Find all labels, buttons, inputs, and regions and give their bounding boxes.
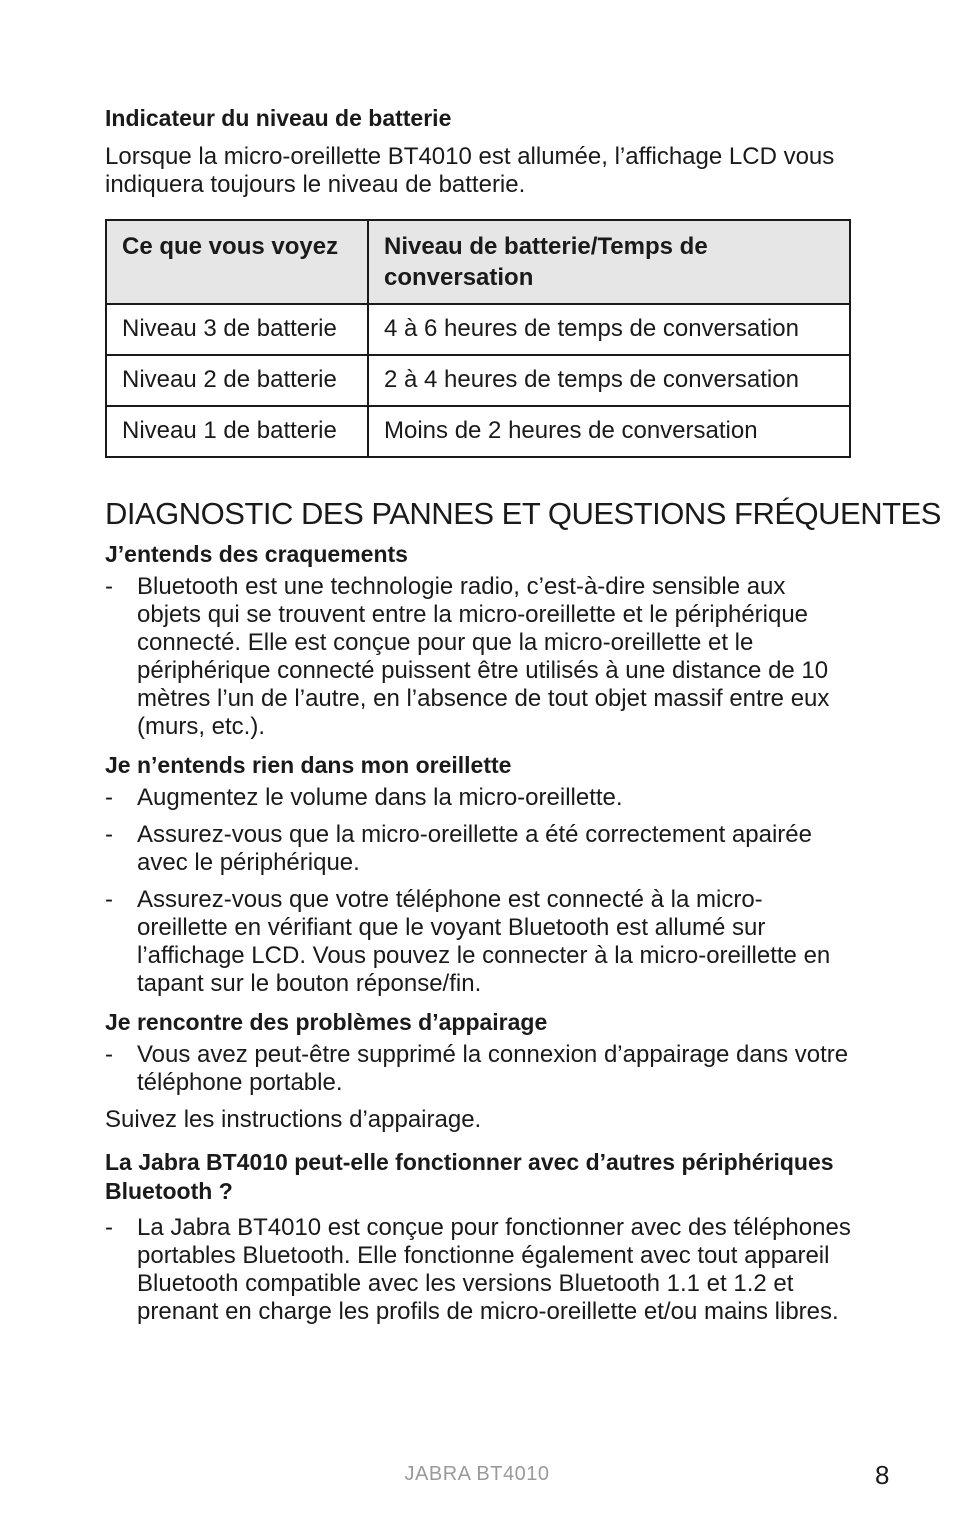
table-cell: 2 à 4 heures de temps de conversation <box>368 355 850 406</box>
faq-followup-text: Suivez les instructions d’appairage. <box>105 1106 482 1133</box>
faq-question: La Jabra BT4010 peut-elle fonctionner avec d’autres périphériques Bluetooth ? <box>105 1149 834 1204</box>
list-item <box>105 573 851 741</box>
table-row <box>106 406 850 457</box>
dash-marker: - <box>105 784 113 811</box>
faq-question: Je n’entends rien dans mon oreillette <box>105 752 512 778</box>
table-cell: Niveau 3 de batterie <box>106 304 368 355</box>
table-cell: Moins de 2 heures de conversation <box>368 406 850 457</box>
document-page <box>105 104 941 1335</box>
list-item <box>105 886 851 998</box>
list-item <box>105 784 851 812</box>
battery-table <box>105 219 851 458</box>
list-item-text: Assurez-vous que la micro-oreillette a été correctement apairée avec le périphérique. <box>137 821 812 876</box>
dash-marker: - <box>105 1041 113 1068</box>
table-header-cell: Niveau de batterie/Temps de conversation <box>368 220 850 304</box>
table-header-row <box>106 220 850 304</box>
list-item-text: Augmentez le volume dans la micro-oreillette. <box>137 784 623 811</box>
faq-answer-list <box>105 784 851 998</box>
table-header-cell: Ce que vous voyez <box>106 220 368 304</box>
faq-question: J’entends des craquements <box>105 541 408 567</box>
faq-answer-list <box>105 1041 851 1097</box>
list-item-text: La Jabra BT4010 est conçue pour fonctionner avec des téléphones portables Bluetooth. Elle fonctionne également avec tout appareil Bluetooth compatible avec les versions Bluetooth 1.1 et 1.2 et prenant en charge les profils de micro-oreillette et/ou mains libres. <box>137 1214 851 1325</box>
table-row <box>106 355 850 406</box>
list-item <box>105 821 851 877</box>
troubleshooting-title: DIAGNOSTIC DES PANNES ET QUESTIONS FRÉQUENTES <box>105 496 941 531</box>
battery-heading: Indicateur du niveau de batterie <box>105 105 452 131</box>
battery-intro: Lorsque la micro-oreillette BT4010 est allumée, l’affichage LCD vous indiquera toujours le niveau de batterie. <box>105 143 835 198</box>
faq-answer-list <box>105 1214 851 1326</box>
list-item-text: Assurez-vous que votre téléphone est connecté à la micro-oreillette en vérifiant que le voyant Bluetooth est allumé sur l’affichage LCD. Vous pouvez le connecter à la micro-oreillette en tapant sur le bouton réponse/fin. <box>137 886 831 997</box>
faq-answer-list <box>105 573 851 741</box>
list-item-text: Bluetooth est une technologie radio, c’est-à-dire sensible aux objets qui se trouvent entre la micro-oreillette et le périphérique connecté. Elle est conçue pour que la micro-oreillette et le périphérique connecté puissent être utilisés à une distance de 10 mètres l’un de l’autre, en l’absence de tout objet massif entre eux (murs, etc.). <box>137 573 830 740</box>
list-item-text: Vous avez peut-être supprimé la connexion d’appairage dans votre téléphone portable. <box>137 1041 849 1096</box>
list-item <box>105 1041 851 1097</box>
faq-question: Je rencontre des problèmes d’appairage <box>105 1009 548 1035</box>
table-row <box>106 304 850 355</box>
footer-product-name: JABRA BT4010 <box>404 1463 550 1485</box>
dash-marker: - <box>105 886 113 913</box>
table-cell: 4 à 6 heures de temps de conversation <box>368 304 850 355</box>
table-cell: Niveau 2 de batterie <box>106 355 368 406</box>
dash-marker: - <box>105 573 113 600</box>
table-cell: Niveau 1 de batterie <box>106 406 368 457</box>
dash-marker: - <box>105 1214 113 1241</box>
list-item <box>105 1214 851 1326</box>
dash-marker: - <box>105 821 113 848</box>
page-number: 8 <box>875 1460 890 1490</box>
